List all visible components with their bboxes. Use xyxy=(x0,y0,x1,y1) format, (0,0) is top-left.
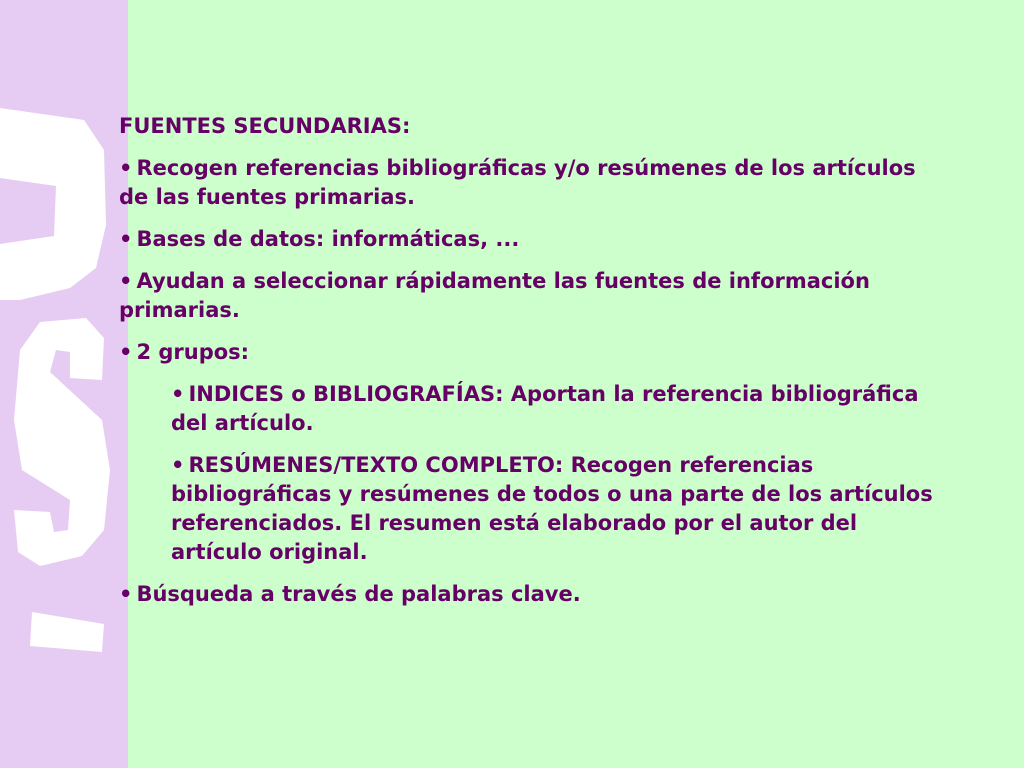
bullet-text: Bases de datos: informáticas, ... xyxy=(136,227,520,251)
bullet-item xyxy=(119,225,949,254)
bullet-marker: • xyxy=(119,227,133,251)
bullet-text: Recogen referencias bibliográficas y/o resúmenes de los artículos de las fuentes primarias. xyxy=(119,156,916,209)
bullet-text: INDICES o BIBLIOGRAFÍAS: Aportan la referencia bibliográfica del artículo. xyxy=(171,382,919,435)
bullet-text: 2 grupos: xyxy=(136,340,250,364)
bullet-item xyxy=(119,267,949,325)
bullet-text: RESÚMENES/TEXTO COMPLETO: Recogen referencias bibliográficas y resúmenes de todos o una parte de los artículos referenciados. El resumen está elaborado por el autor del artículo original. xyxy=(171,453,933,564)
watermark-arch xyxy=(0,108,106,300)
bullet-marker: • xyxy=(171,382,185,406)
bullet-marker: • xyxy=(119,582,133,606)
bullet-item xyxy=(119,338,949,367)
watermark-s-shape xyxy=(14,318,110,566)
bullet-item xyxy=(119,580,949,609)
sub-bullet-item xyxy=(171,380,949,438)
bullet-text: Ayudan a seleccionar rápidamente las fuentes de información primarias. xyxy=(119,269,870,322)
slide-content xyxy=(119,112,949,622)
bullet-marker: • xyxy=(119,269,133,293)
watermark-bar xyxy=(30,612,104,652)
bullet-item xyxy=(119,154,949,212)
bullet-marker: • xyxy=(171,453,185,477)
bullet-marker: • xyxy=(119,156,133,180)
bullet-text: Búsqueda a través de palabras clave. xyxy=(136,582,581,606)
sub-bullet-item xyxy=(171,451,949,567)
slide-heading: FUENTES SECUNDARIAS: xyxy=(119,114,411,138)
bullet-list xyxy=(119,154,949,609)
bullet-marker: • xyxy=(119,340,133,364)
decorative-watermark-shape xyxy=(0,0,128,768)
